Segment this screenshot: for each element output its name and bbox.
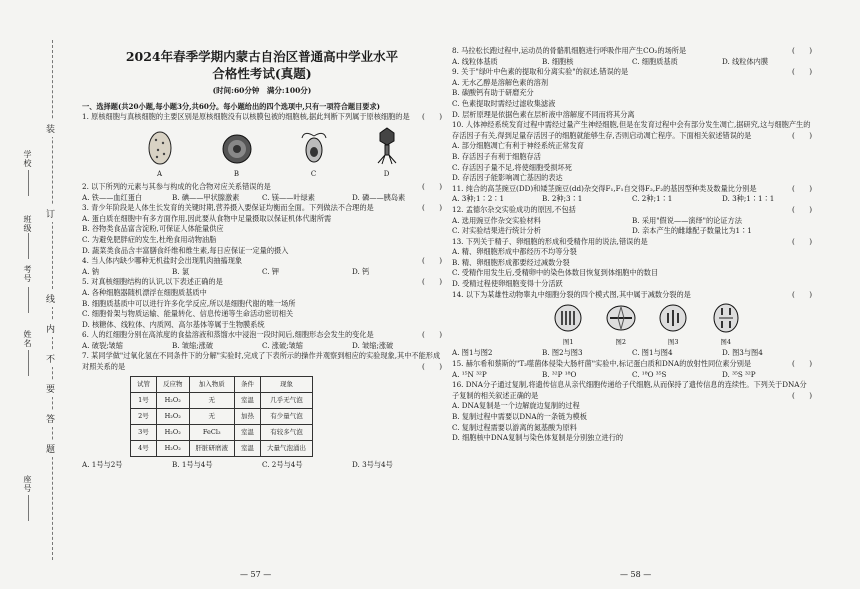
seal-char: 答 [46,410,55,427]
option-b: B. 精、卵细胞形成都要经过减数分裂 [452,257,570,267]
seal-char: 装 [46,120,55,137]
table-row [131,440,313,456]
option-b: B. 采用"假说——演绎"的论证方法 [632,215,742,225]
margin-label-name: 姓名 [23,330,32,348]
option-b: B. 1号与4号 [172,459,213,469]
table-cell: H₂O₂ [157,424,190,440]
option-a: A. 3种;1∶2∶1 [452,194,505,204]
margin-label-class: 班级 [23,215,32,233]
option-b: B. 谷物类食品富含淀粉,可保证人体能量供应 [82,224,224,234]
dividing-cell-icon [606,303,636,333]
question-10 [452,120,812,184]
question-stem: 2. 以下所列的元素与其参与构成的化合物对应关系错误的是 [82,181,271,191]
option-d: D. 3种;1∶1∶1 [722,194,775,204]
option-b: B. 碳酸钙有助于研磨充分 [452,88,534,98]
option-c: C. 钾 [262,266,279,276]
dividing-cell-icon [711,303,741,333]
answer-bracket: ( ) [422,203,442,213]
question-stem: 4. 当人体内缺少哪种无机盐时会出现肌肉抽搐现象 [82,256,243,266]
options-row [452,194,812,205]
option-b: B. ³²P ¹⁸O [542,369,577,379]
table-row [131,424,313,440]
fill-line [28,170,29,196]
figure-label: 图3 [667,337,679,346]
question-1 [82,112,442,180]
seal-char: 题 [46,440,55,457]
answer-bracket: ( ) [792,236,812,246]
question-14 [452,290,812,359]
option-a: A. 线粒体基质 [452,56,498,66]
answer-bracket: ( ) [422,181,442,191]
option-c: C. 2种;1∶1 [632,194,673,204]
table-header: 反应物 [157,376,190,392]
figure-2 [606,303,636,347]
margin-label-seat: 座号 [23,475,32,493]
seal-char: 内 [46,320,55,337]
seal-char: 要 [46,380,55,397]
answer-bracket: ( ) [792,289,812,299]
figure-4 [711,303,741,347]
option-a: A. ¹⁵N ³²P [452,369,487,379]
table-header: 现象 [261,376,313,392]
page-number-right: — 58 — [620,570,652,579]
section-heading: 一、选择题(共20小题,每小题3分,共60分。每小题给出的四个选项中,只有一项符合题目要求) [82,101,381,111]
option-b: B. 氯 [172,266,190,276]
option-d: D. 蔬菜类食品含丰富膳食纤维和维生素,每日应保证一定量的摄入 [82,245,289,255]
table-cell: 无 [189,392,235,408]
table-cell: 几乎无气泡 [261,392,313,408]
answer-bracket: ( ) [792,390,812,400]
answer-bracket: ( ) [792,359,812,369]
question-15 [452,359,812,380]
option-d: D. 图3与图4 [722,348,763,358]
question-stem: 6. 人的红细胞分别在高浓度的食盐溶液和蒸馏水中浸泡一段时间后,细胞形态会发生的变化是 [82,330,374,340]
right-column [452,46,812,444]
option-a: A. 部分细胞凋亡有利于神经系统正常发育 [452,141,584,151]
options-row [452,348,812,359]
question-16 [452,380,812,444]
left-column [82,0,442,470]
dividing-cell-icon [553,303,583,333]
options-row [82,341,442,352]
fill-line [28,287,29,313]
option-c: C. 细胞质基质 [632,56,678,66]
question-stem: 9. 关于"绿叶中色素的提取和分离实验"的叙述,错误的是 [452,67,629,77]
table-row [131,408,313,424]
dividing-cell-icon [658,303,688,333]
table-header-row [131,376,313,392]
figure-label: D [383,170,390,179]
bacteriophage-icon [374,126,400,166]
figure-label: B [233,170,240,179]
option-b: B. 碘——甲状腺激素 [172,192,240,202]
question-5 [82,277,442,330]
seal-char: 不 [46,350,55,367]
question-9 [452,67,812,120]
options-row [452,370,812,381]
title-line-2: 合格性考试(真题) [212,66,312,81]
question-7 [82,351,442,470]
figure-label: C [310,170,317,179]
table-cell: H₂O₂ [157,408,190,424]
option-d: D. 存活因子能影响凋亡基因的表达 [452,173,563,183]
table-cell: 3号 [131,424,157,440]
option-a: A. 各种细胞器随机漂浮在细胞质基质中 [82,287,207,297]
table-cell: 有少量气泡 [261,408,313,424]
oval-cell-icon [145,130,175,166]
figure-b [220,132,254,180]
answer-bracket: ( ) [422,277,442,287]
question-stem: 14. 以下为某雄性动物睾丸中细胞分裂的四个模式图,其中属于减数分裂的是 [452,289,691,299]
question-12 [452,205,812,237]
question-4 [82,256,442,277]
option-a: A. 图1与图2 [452,348,493,358]
options-row [452,57,812,68]
figure-d [374,126,400,180]
question-13 [452,237,812,290]
fill-line [28,350,29,376]
question-stem: 3. 青少年阶段是人体生长发育的关键时期,营养摄入要保证均衡而全面。下列做法不合理的是 [82,203,374,213]
table-cell: 加热 [235,408,261,424]
question-6 [82,330,442,351]
figure-c [299,128,329,180]
option-c: C. ¹⁸O ³⁵S [632,369,667,379]
answer-bracket: ( ) [792,204,812,214]
option-d: D. 3号与4号 [352,459,393,469]
option-a: A. 铁——血红蛋白 [82,192,143,202]
option-b: B. 细胞质基质中可以进行许多化学反应,所以是细胞代谢的唯一场所 [82,298,296,308]
table-cell: 室温 [235,392,261,408]
option-d: D. 亲本产生的雌雄配子数量比为1∶1 [632,226,752,236]
options-row [452,216,812,227]
option-d: D. ³⁵S ³²P [722,369,756,379]
question-stem: 1. 原核细胞与真核细胞的主要区别是原核细胞没有以核膜包被的细胞核,据此判断下列属于原核细胞的是 [82,112,410,122]
round-cell-icon [220,132,254,166]
binding-margin [0,0,78,589]
margin-label-school: 学校 [23,150,32,168]
question-stem: 13. 下列关于精子、卵细胞的形成和受精作用的说法,错误的是 [452,236,648,246]
option-d: D. 磷——胰岛素 [352,192,406,202]
question-stem: 16. DNA分子通过复制,将遗传信息从亲代细胞传递给子代细胞,从而保持了遗传信息的连续性。下列关于DNA分子复制的相关叙述正确的是 [452,380,807,400]
table-header: 条件 [235,376,261,392]
exam-subtitle: (时间:60分钟 满分:100分) [212,86,312,95]
question-stem: 12. 孟德尔杂交实验成功的原因,不包括 [452,204,576,214]
question-8 [452,46,812,67]
option-a: A. 无水乙醇是溶解色素的溶剂 [452,77,549,87]
table-cell: 大量气泡涌出 [261,440,313,456]
option-c: C. 存活因子量不足,将使细胞受损坏死 [452,162,572,172]
option-b: B. 存活因子有利于细胞存活 [452,151,541,161]
table-cell: 室温 [235,424,261,440]
option-b: B. 细胞核 [542,56,574,66]
title-line-1: 2024年春季学期内蒙古自治区普通高中学业水平 [125,49,399,64]
option-d: D. 细胞核中DNA复制与染色体复制是分别独立进行的 [452,433,624,443]
option-d: D. 线粒体内膜 [722,56,769,66]
option-a: A. 选用豌豆作杂交实验材料 [452,215,541,225]
table-cell: H₂O₂ [157,392,190,408]
answer-bracket: ( ) [792,183,812,193]
margin-label-exam-number: 考号 [23,265,32,283]
option-c: C. 细胞骨架与物质运输、能量转化、信息传递等生命活动密切相关 [82,309,294,319]
seal-char: 订 [46,205,55,222]
question-stem: 15. 赫尔希和蔡斯的"T₂噬菌体侵染大肠杆菌"实验中,标记蛋白质和DNA的放射性同位素分别是 [452,359,752,369]
page-number-left: — 57 — [240,570,272,579]
option-a: A. 蛋白质在细胞中有多方面作用,因此要从食物中足量摄取以保证机体代谢所需 [82,213,332,223]
fill-line [28,495,29,521]
answer-bracket: ( ) [422,362,442,372]
exam-title [82,48,442,82]
option-b: B. 图2与图3 [542,348,583,358]
option-d: D. 受精过程使卵细胞变得十分活跃 [452,279,563,289]
seal-char: 线 [46,290,55,307]
option-a: A. 钠 [82,266,99,276]
cell-figures [122,126,422,180]
option-d: D. 层析原理是依据色素在层析液中溶解度不同而将其分离 [452,109,635,119]
figure-3 [658,303,688,347]
question-stem: 7. 某同学做"过氧化氢在不同条件下的分解"实验时,完成了下表所示的操作并观察到相应的实验现象,其中不能形成对照关系的是 [82,351,441,372]
option-c: C. 为避免肥胖症的发生,杜绝食用动物油脂 [82,234,217,244]
option-a: A. 1号与2号 [82,459,123,469]
options-row [452,226,812,237]
answer-bracket: ( ) [422,256,442,266]
options-row [82,460,442,471]
question-stem: 8. 马拉松长跑过程中,运动员的骨骼肌细胞进行呼吸作用产生CO₂的场所是 [452,46,687,55]
answer-bracket: ( ) [792,67,812,77]
table-header: 加入物质 [189,376,235,392]
fill-line [28,233,29,259]
figure-label: 图2 [615,337,627,346]
answer-bracket: ( ) [792,46,812,55]
question-3 [82,203,442,256]
experiment-table [130,376,313,457]
question-stem: 10. 人体神经系统发育过程中需经过量产生神经细胞,但是在发育过程中会有部分发生凋亡,据研究,这与细胞产生的存活因子有关,得到足量存活因子的细胞就能够生存,否则启动凋亡程序。下面相关叙述错误的是 [452,120,811,140]
option-d: D. 钙 [352,266,370,276]
table-cell: 无 [189,408,235,424]
table-cell: 1号 [131,392,157,408]
option-d: D. 核糖体、线粒体、内质网、高尔基体等属于生物膜系统 [82,319,265,329]
answer-bracket: ( ) [792,130,812,140]
answer-bracket: ( ) [422,330,442,340]
table-cell: 有较多气泡 [261,424,313,440]
question-stem: 11. 纯合的高茎豌豆(DD)和矮茎豌豆(dd)杂交得F₁,F₁自交得F₂,F₂的基因型种类及数量比分别是 [452,183,757,193]
option-c: C. 对实验结果进行统计分析 [452,226,541,236]
answer-bracket: ( ) [422,112,442,122]
options-row [82,267,442,278]
mitosis-figures [542,303,752,347]
option-c: C. 涨破;皱缩 [262,340,303,350]
table-cell: 4号 [131,440,157,456]
option-c: C. 图1与图4 [632,348,673,358]
question-11 [452,184,812,205]
options-row [82,193,442,204]
table-cell: 2号 [131,408,157,424]
option-c: C. 复制过程需要以游离的氮基酸为原料 [452,422,577,432]
option-c: C. 受精作用发生后,受精卵中的染色体数目恢复到体细胞中的数目 [452,268,659,278]
table-cell: 肝脏研磨液 [189,440,235,456]
figure-a [145,130,175,180]
option-a: A. DNA复制是一个边解旋边复制的过程 [452,401,580,411]
option-b: B. 皱缩;涨破 [172,340,214,350]
option-d: D. 皱缩;涨破 [352,340,394,350]
option-c: C. 2号与4号 [262,459,303,469]
table-cell: H₂O₂ [157,440,190,456]
option-a: A. 破裂;皱缩 [82,340,123,350]
question-2 [82,182,442,203]
option-a: A. 精、卵细胞形成中都经历不均等分裂 [452,247,577,257]
figure-1 [553,303,583,347]
table-row [131,392,313,408]
option-b: B. 2种;3∶1 [542,194,583,204]
option-b: B. 复制过程中需要以DNA的一条链为模板 [452,412,587,421]
table-header: 试管 [131,376,157,392]
question-stem: 5. 对真核细胞结构的认识,以下表述正确的是 [82,277,223,287]
figure-label: 图4 [720,337,732,346]
table-cell: 室温 [235,440,261,456]
table-cell: FeCl₃ [189,424,235,440]
option-c: C. 色素提取时需经过滤收集滤液 [452,98,556,108]
figure-label: 图1 [562,337,574,346]
flagellate-cell-icon [299,128,329,166]
figure-label: A [156,170,163,179]
option-c: C. 镁——叶绿素 [262,192,315,202]
